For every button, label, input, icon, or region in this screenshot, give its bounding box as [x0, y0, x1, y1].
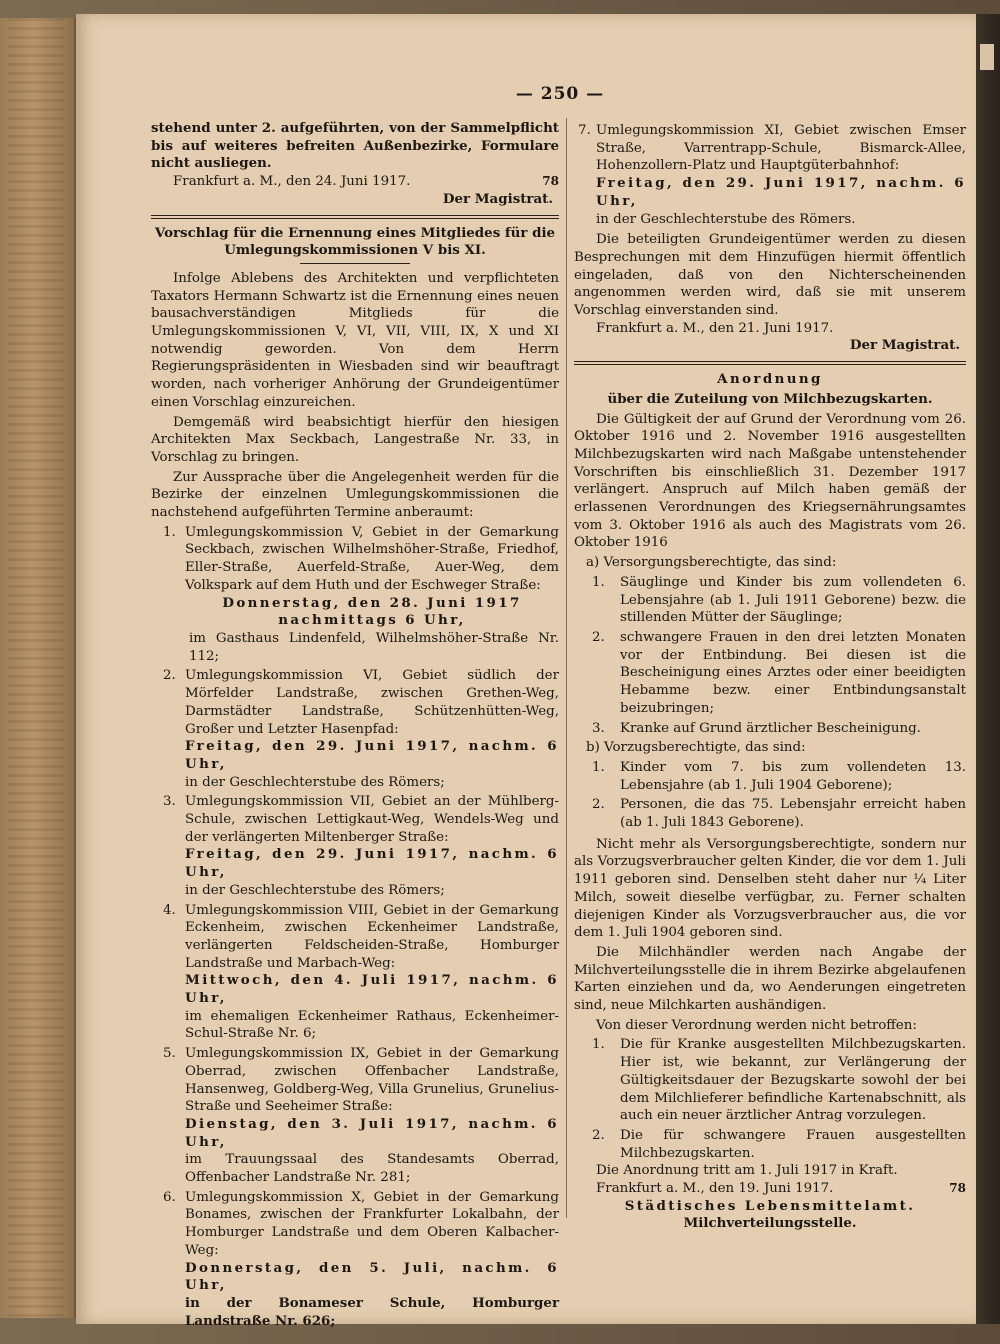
order-paragraph-2: Nicht mehr als Versorgungsberechtigte, sondern nur als Vorzugsverbraucher gelten Kinder, die vor dem 1. Juli 1911 geboren sind. Denselben steht daher nur ¼ Liter Milch, soweit dieselbe verfügbar, zu. Ferner schalten diejenigen Kinder als Vorzugsverbraucher aus, die vor dem 1. Juli 1904 geboren sind. [574, 836, 966, 941]
item-number: 2. [592, 797, 605, 813]
page-tab [980, 44, 994, 70]
item-text: Säuglinge und Kinder bis zum vollendeten 6. Lebensjahre (ab 1. Juli 1911 Geborene) bezw. die stillenden Mütter der Säuglinge; [620, 574, 966, 626]
order-paragraph-1: Die Gültigkeit der auf Grund der Verordnung vom 26. Oktober 1916 und 2. November 1916 ausgestellten Milchbezugskarten wird nach Maßgabe untenstehender Vorschriften bis einschließlich 31. Dezember 1917 verlängert. Anspruch auf Milch haben gemäß der erlassenen Verordnungen des Kriegsernährungsamtes vom 3. Oktober 1916 als auch des Magistrats vom 26. Oktober 1916 [574, 411, 966, 551]
item-date: Donnerstag, den 28. Juni 1917 [222, 594, 522, 611]
proposal-title: Vorschlag für die Ernennung eines Mitgliedes für die Umlegungskommissionen V bis XI. [154, 224, 556, 259]
dateline-2 [574, 1180, 966, 1198]
item-number: 2. [592, 629, 605, 645]
order-paragraph-3: Die Milchhändler werden nach Angabe der Milchverteilungsstelle die in ihrem Bezirke abgelaufenen Karten einziehen und da, wo Aenderungen eingetreten sind, neue Milchkarten aushändigen. [574, 944, 966, 1014]
list-item [151, 667, 559, 791]
list-item [574, 1127, 966, 1162]
category-b-label: b) Vorzugsberechtigte, das sind: [586, 740, 806, 756]
order-paragraph-4: Von dieser Verordnung werden nicht betroffen: [596, 1017, 917, 1033]
list-item [574, 720, 966, 738]
page-number: — 250 — [515, 84, 605, 104]
item-text: Umlegungskommission X, Gebiet in der Gemarkung Bonames, zwischen der Frankfurter Lokalbahn, der Homburger Landstraße und dem Oberen Kalbacher-Weg: [185, 1189, 559, 1258]
list-item [574, 629, 966, 718]
signature-1: Der Magistrat. [849, 337, 960, 354]
list-item [151, 524, 559, 666]
order-effective: Die Anordnung tritt am 1. Juli 1917 in Kraft. [596, 1163, 898, 1179]
intro-number: 78 [542, 174, 559, 189]
section-rule [151, 215, 559, 219]
item-place: in der Geschlechterstube des Römers; [185, 882, 445, 898]
list-item [151, 902, 559, 1044]
intro-text: stehend unter 2. aufgeführten, von der Sammelpflicht bis auf weiteres befreiten Außenbezirke, Formulare nicht ausliegen. [151, 120, 559, 172]
intro-signature: Der Magistrat. [442, 190, 553, 207]
item-place: im Gasthaus Lindenfeld, Wilhelmshöher-Straße Nr. 112; [189, 630, 559, 664]
item-text: Kinder vom 7. bis zum vollendeten 13. Lebensjahre (ab 1. Juli 1904 Geborene); [620, 759, 966, 793]
item-date: Mittwoch, den 4. Juli 1917, nachm. 6 Uhr, [185, 972, 559, 1007]
item-place: in der Geschlechterstube des Römers; [185, 774, 445, 790]
order-title: Anordnung [717, 371, 823, 388]
item-number: 2. [592, 1127, 605, 1143]
column-divider [566, 118, 567, 1218]
item-number: 2. [163, 668, 176, 684]
item-text: Umlegungskommission VII, Gebiet an der Mühlberg-Schule, zwischen Lettigkaut-Weg, Wendels-Weg und der verlängerten Miltenberger Straße: [185, 794, 559, 845]
item-text: Die für Kranke ausgestellten Milchbezugskarten. Hier ist, wie bekannt, zur Verlängerung der Gültigkeitsdauer der Bezugskarte sowohl der bei dem Milchlieferer befindliche Kartenabschnitt, als auch ein neuer ärztlicher Antrag vorzulegen. [620, 1037, 966, 1124]
list-item [574, 574, 966, 627]
item-date: Freitag, den 29. Juni 1917, nachm. 6 Uhr, [185, 738, 559, 772]
item-number: 3. [592, 720, 605, 736]
list-item [151, 1189, 559, 1331]
item-number: 1. [592, 759, 605, 775]
item-number: 5. [163, 1046, 176, 1062]
list-item [151, 793, 559, 899]
right-column [574, 120, 966, 1233]
item-text: Kranke auf Grund ärztlicher Bescheinigung. [620, 720, 921, 736]
item-number: 1. [163, 524, 176, 540]
item-date: Freitag, den 29. Juni 1917, nachm. 6 Uhr, [185, 846, 559, 881]
date-2: Frankfurt a. M., den 19. Juni 1917. [596, 1181, 834, 1197]
item-text: Umlegungskommission VI, Gebiet südlich der Mörfelder Landstraße, zwischen Grethen-Weg, Darmstädter Landstraße, Schützenhütten-Weg, Großer und Letzter Hasenpfad: [185, 668, 559, 737]
left-column [151, 120, 559, 1330]
item-number: 6. [163, 1189, 176, 1205]
signature-2a: Städtisches Lebensmittelamt. [624, 1197, 916, 1214]
item-text: Umlegungskommission XI, Gebiet zwischen Emser Straße, Varrentrapp-Schule, Bismarck-Allee, Hohenzollern-Platz und Hauptgüterbahnhof: [596, 123, 966, 174]
item-time: nachmittags 6 Uhr, [278, 612, 466, 629]
invitation-paragraph: Die beteiligten Grundeigentümer werden zu diesen Besprechungen mit dem Hinzufügen hiermit öffentlich eingeladen, daß von den Nichterscheinenden angenommen werden wird, daß sie mit unserem Vorschlag einverstanden sind. [574, 232, 966, 319]
category-a-label: a) Versorgungsberechtigte, das sind: [586, 555, 837, 571]
item-text: Personen, die das 75. Lebensjahr erreicht haben (ab 1. Juli 1843 Geborene). [620, 797, 966, 831]
list-item [151, 1045, 559, 1187]
item-number: 3. [163, 794, 176, 810]
list-item [574, 759, 966, 794]
item-text: Umlegungskommission VIII, Gebiet in der Gemarkung Eckenheim, zwischen Eckenheimer Landstraße, verlängerten Feldscheiden-Straße, Homburger Landstraße und Marbach-Weg: [185, 902, 559, 971]
proposal-paragraph-1: Infolge Ablebens des Architekten und verpflichteten Taxators Hermann Schwartz ist die Ernennung eines neuen bausachverständigen Mitglieds für die Umlegungskommissionen V, VI, VII, VIII, IX, X und XI notwendig geworden. Von dem Herrn Regierungspräsidenten in Wiesbaden sind wir beauftragt worden, nach vorheriger Anhörung der Grundeigentümer einen Vorschlag einzureichen. [151, 270, 559, 410]
item-number: 1. [592, 574, 605, 590]
section-rule [574, 361, 966, 365]
item-number: 4. [163, 902, 176, 918]
item-text: Umlegungskommission V, Gebiet in der Gemarkung Seckbach, zwischen Wilhelmshöher-Straße, Friedhof, Eller-Straße, Auerfeld-Straße, Auer-Weg, dem Volkspark auf dem Huth und der Eschweger Straße: [185, 524, 559, 593]
signature-2b: Milchverteilungsstelle. [683, 1215, 857, 1232]
item-place: im ehemaligen Eckenheimer Rathaus, Eckenheimer-Schul-Straße Nr. 6; [185, 1008, 559, 1042]
item-place: in der Geschlechterstube des Römers. [596, 211, 856, 227]
item-date: Dienstag, den 3. Juli 1917, nachm. 6 Uhr, [185, 1115, 559, 1150]
title-rule [300, 263, 410, 264]
list-item [574, 122, 966, 228]
list-item [574, 1036, 966, 1125]
spine-texture [8, 18, 64, 1318]
order-number: 78 [949, 1181, 966, 1196]
item-number: 1. [592, 1037, 605, 1053]
order-subtitle: über die Zuteilung von Milchbezugskarten. [607, 390, 933, 407]
dateline-1: Frankfurt a. M., den 21. Juni 1917. [596, 320, 834, 336]
item-place: im Trauungssaal des Standesamts Oberrad, Offenbacher Landstraße Nr. 281; [185, 1152, 559, 1186]
item-text: schwangere Frauen in den drei letzten Monaten vor der Entbindung. Bei diesen ist die Bescheinigung eines Arztes oder einer beeidigten Hebamme bezw. einer Entbindungsanstalt beizubringen; [620, 629, 966, 716]
proposal-paragraph-3: Zur Aussprache über die Angelegenheit werden für die Bezirke der einzelnen Umlegungskommissionen die nachstehend aufgeführten Termine anberaumt: [151, 469, 559, 521]
intro-date: Frankfurt a. M., den 24. Juni 1917. [173, 174, 411, 190]
book-spine [0, 18, 76, 1318]
item-date: Freitag, den 29. Juni 1917, nachm. 6 Uhr, [596, 175, 966, 209]
item-place: in der Bonameser Schule, Homburger Landstraße Nr. 626; [185, 1295, 559, 1329]
list-item [574, 796, 966, 831]
item-number: 7. [578, 123, 591, 138]
intro-dateline [151, 173, 559, 191]
proposal-paragraph-2: Demgemäß wird beabsichtigt hierfür den hiesigen Architekten Max Seckbach, Langestraße Nr. 33, in Vorschlag zu bringen. [151, 414, 559, 465]
item-text: Die für schwangere Frauen ausgestellten Milchbezugskarten. [620, 1127, 966, 1161]
item-date: Donnerstag, den 5. Juli, nachm. 6 Uhr, [185, 1259, 559, 1294]
item-text: Umlegungskommission IX, Gebiet in der Gemarkung Oberrad, zwischen Offenbacher Landstraße, Hansenweg, Goldberg-Weg, Villa Grunelius, Grunelius-Straße und Seeheimer Straße: [185, 1046, 559, 1115]
right-edge [976, 14, 1000, 1324]
